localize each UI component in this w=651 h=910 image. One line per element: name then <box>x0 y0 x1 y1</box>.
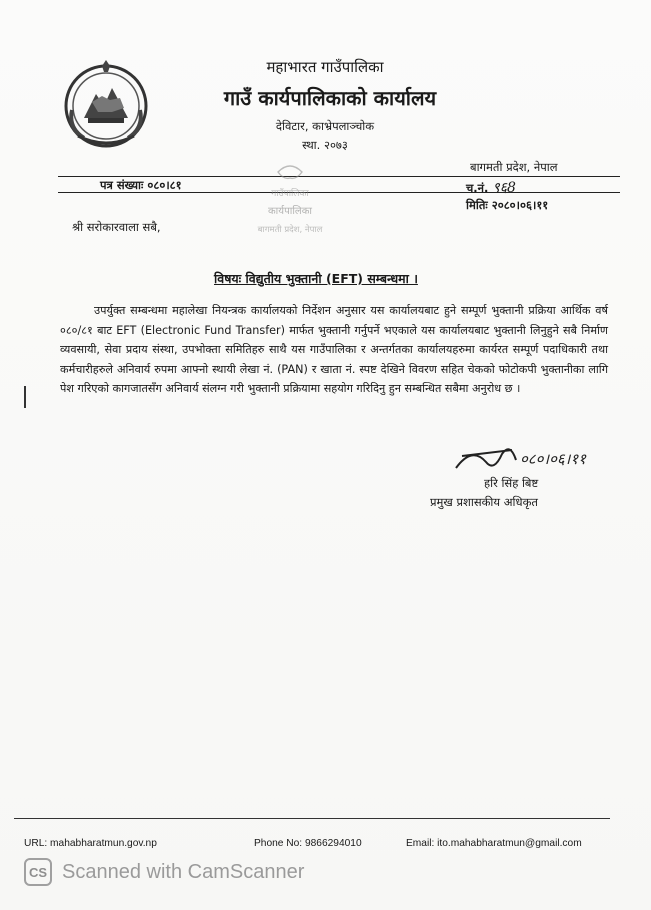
footer-url: URL: mahabharatmun.gov.np <box>24 838 157 849</box>
recipient: श्री सरोकारवाला सबै, <box>72 220 161 234</box>
province: बागमती प्रदेश, नेपाल <box>470 160 558 174</box>
letter-number-label: पत्र संख्याः <box>100 178 144 192</box>
footer-divider <box>14 818 610 819</box>
dispatch-number-value: ९६8 <box>492 180 516 196</box>
margin-mark <box>24 386 26 408</box>
nepal-emblem-icon <box>58 58 154 150</box>
dispatch-number <box>466 178 516 197</box>
municipality-name: महाभारत गाउँपालिका <box>266 58 384 76</box>
stamp-text-top: गाउँपालिका <box>271 189 309 199</box>
office-name: गाउँ कार्यपालिकाको कार्यालय <box>223 86 437 110</box>
stamp-text-mid: कार्यपालिका <box>268 206 312 217</box>
subject-line: विषयः विद्युतीय भुक्तानी (EFT) सम्बन्धमा । <box>214 271 418 286</box>
letter-number-value: ०८०।८१ <box>147 178 182 192</box>
office-address: देविटार, काभ्रेपलाञ्चोक <box>275 119 375 133</box>
established-year: स्था. २०७३ <box>302 138 348 152</box>
stamp-text-bottom: बागमती प्रदेश, नेपाल <box>257 225 323 235</box>
letter-date-value: २०८०।०६।११ <box>491 198 549 212</box>
office-stamp <box>240 158 340 258</box>
letter-body: उपर्युक्त सम्बन्धमा महालेखा नियन्त्रक कार्यालयको निर्देशन अनुसार यस कार्यालयबाट हुने सम्पूर्ण भुक्तानी प्रक्रिया आर्थिक वर्ष ०८०/८१ बाट EFT (Electronic Fund Transfer) मार्फत भुक्तानी गर्नुपर्ने भएकाले यस कार्यालयबाट भुक्तानी लिनुहुने सबै निर्माण व्यवसायी, सेवा प्रदाय संस्था, उपभोक्ता समितिहरु साथै यस गाउँपालिका र अन्तर्गतका कार्यालयहरुमा कार्यरत सम्पूर्ण पदाधिकारी तथा कर्मचारीहरुले अनिवार्य रुपमा आफ्नो स्थायी लेखा नं. (PAN) र खाता नं. स्पष्ट देखिने विवरण सहित चेकको फोटोकपी भुक्तानीका लागि पेश गरिएको कागजातसँग अनिवार्य संलग्न गरी भुक्तानी प्रक्रियामा सहयोग गरिदिनु हुन सम्बन्धित सबैमा अनुरोध छ । <box>60 304 608 396</box>
signature-date: ०८०।०६।११ <box>520 450 586 468</box>
footer-phone: Phone No: 9866294010 <box>254 838 362 849</box>
signatory-title: प्रमुख प्रशासकीय अधिकृत <box>430 495 538 509</box>
letter-date-label: मितिः <box>466 198 488 212</box>
camscanner-watermark <box>24 856 304 888</box>
signatory-name: हरि सिंह बिष्ट <box>484 476 539 490</box>
signature <box>442 432 592 476</box>
camscanner-logo-icon: CS <box>24 858 52 886</box>
letter-number <box>100 178 182 193</box>
footer-email: Email: ito.mahabharatmun@gmail.com <box>406 838 582 849</box>
watermark-text: Scanned with CamScanner <box>62 860 305 883</box>
dispatch-number-label: च.नं. <box>466 181 489 195</box>
letter-date <box>466 198 548 213</box>
